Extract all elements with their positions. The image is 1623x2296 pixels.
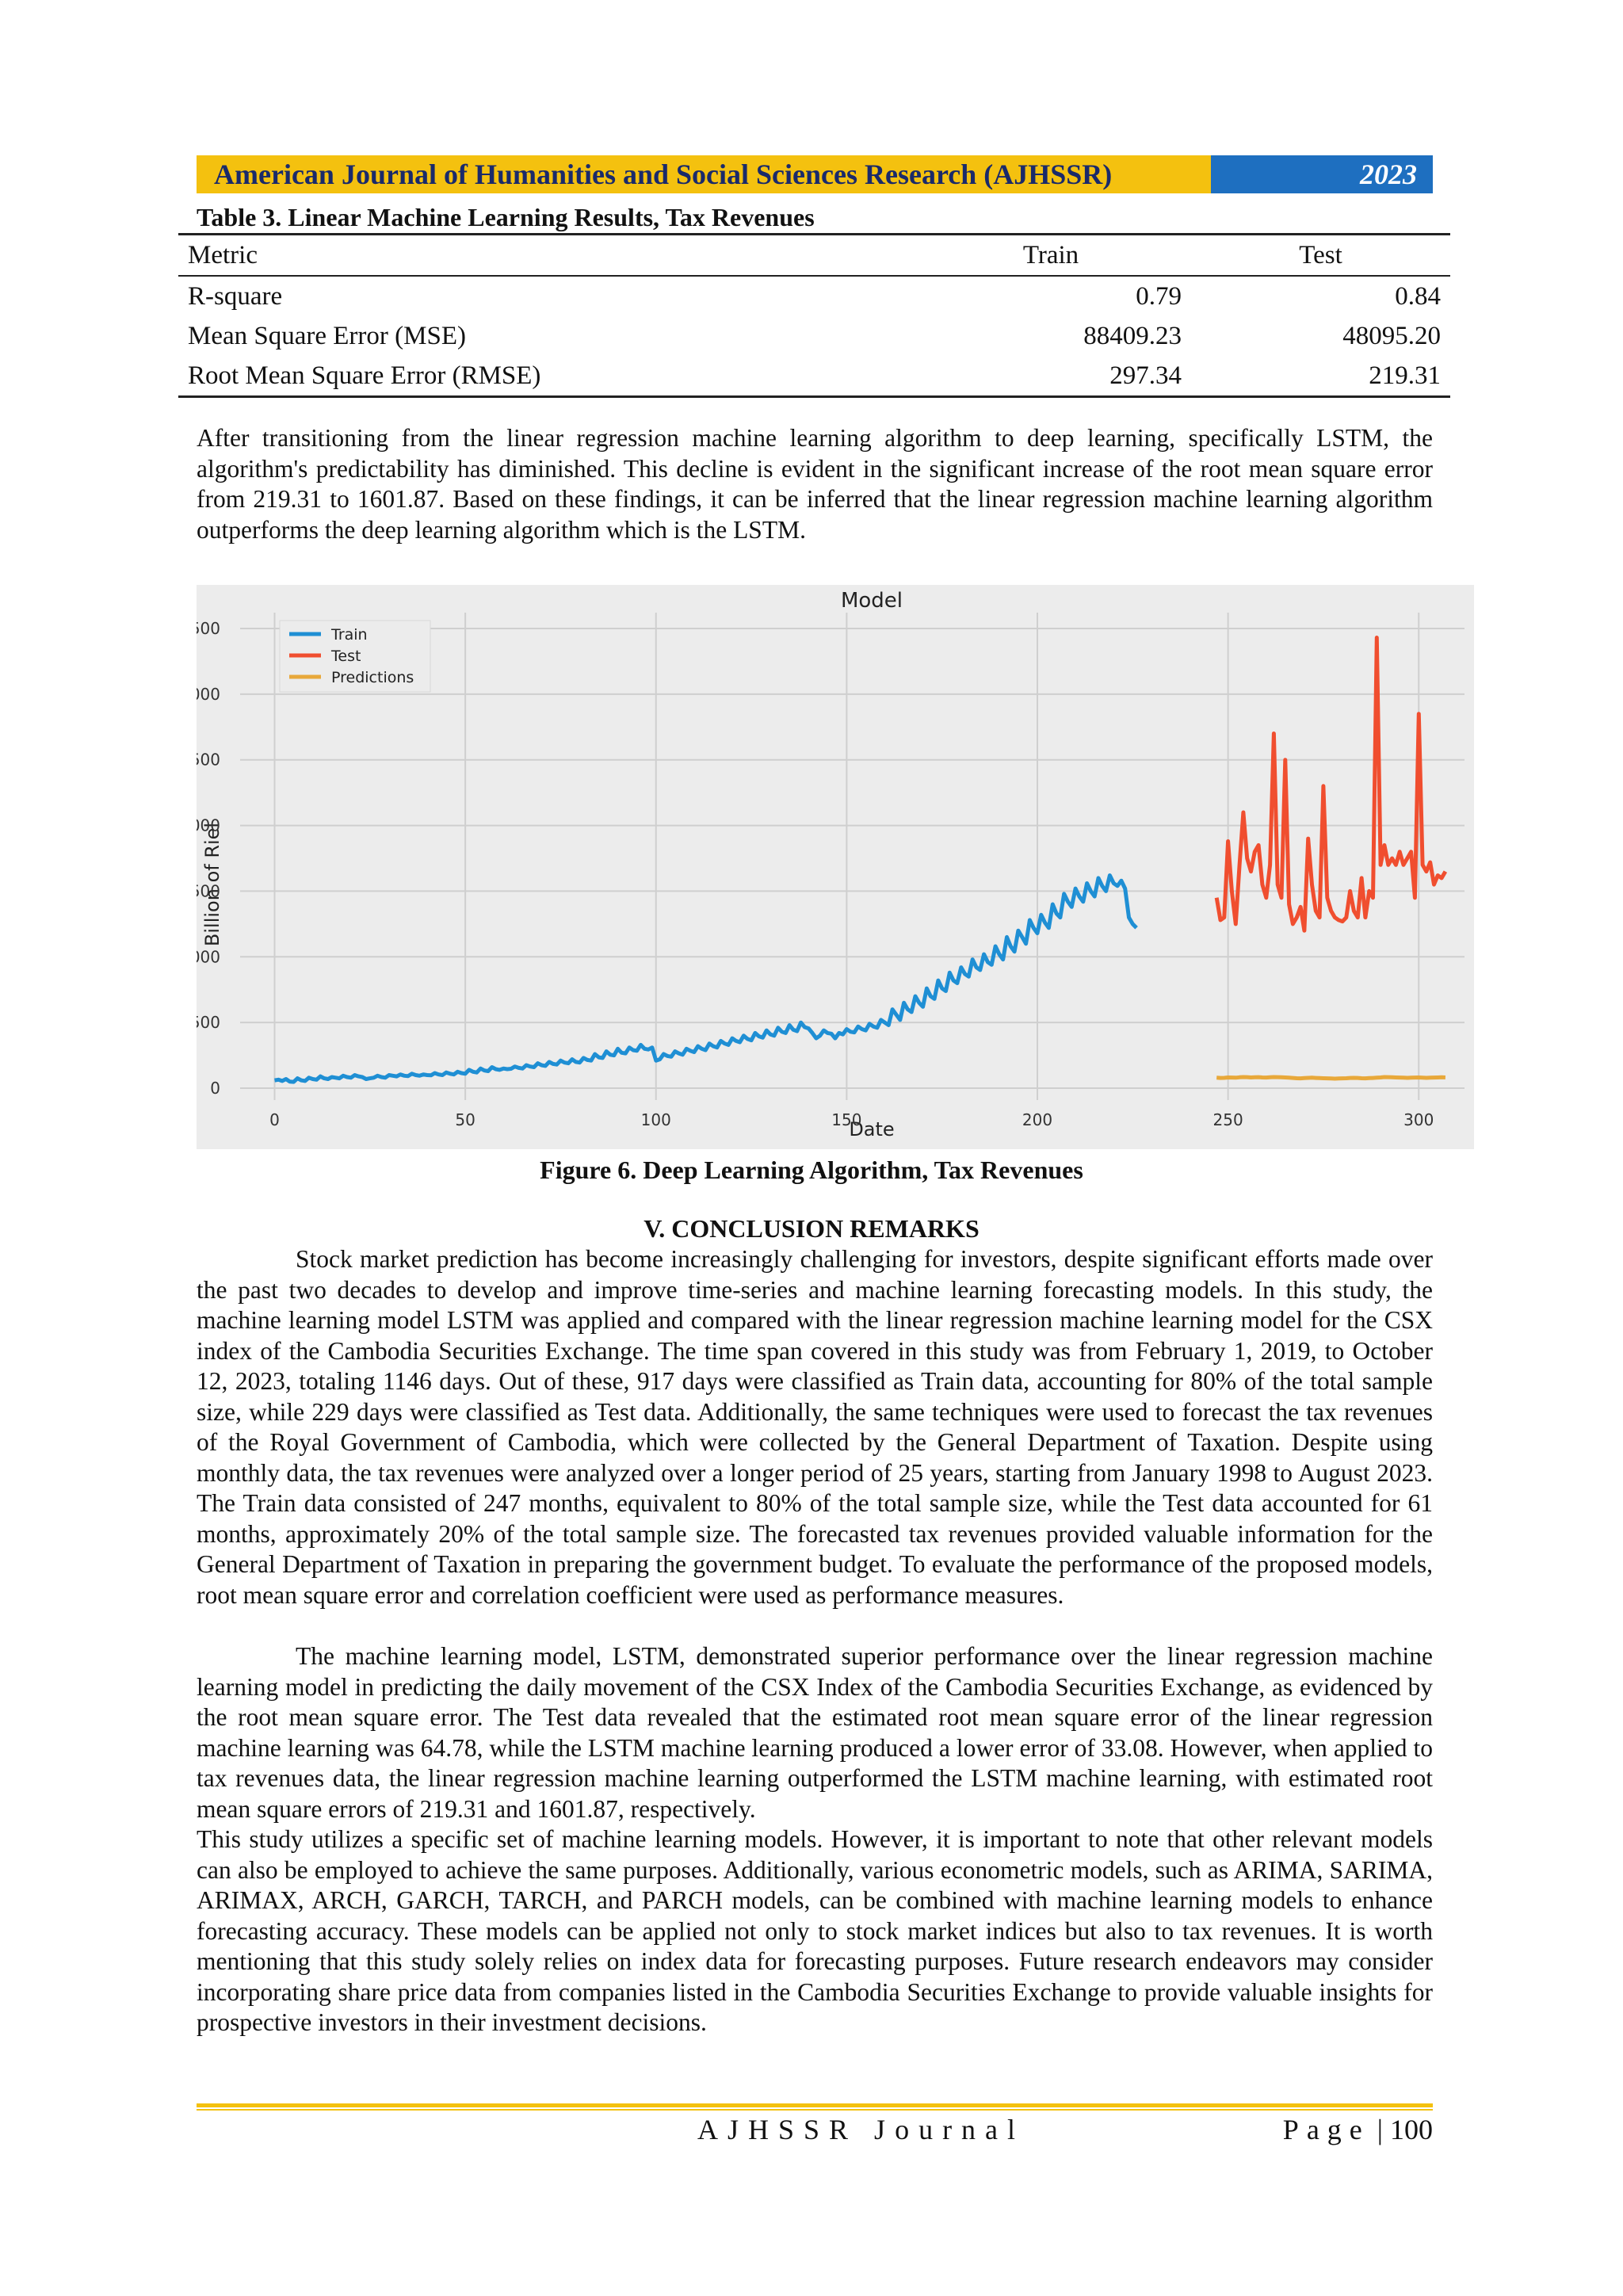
model-chart bbox=[197, 585, 1474, 1149]
table-cell-train: 88409.23 bbox=[1083, 321, 1182, 350]
results-table bbox=[178, 233, 1450, 398]
table-caption: Table 3. Linear Machine Learning Results, Tax Revenues bbox=[197, 203, 815, 231]
x-tick-label: 200 bbox=[1022, 1110, 1053, 1129]
y-tick-label: 00 bbox=[200, 1013, 220, 1033]
table-cell-test: 219.31 bbox=[1369, 361, 1441, 390]
table-row bbox=[178, 356, 1450, 397]
figure-caption: Figure 6. Deep Learning Algorithm, Tax Revenues bbox=[540, 1156, 1083, 1184]
x-tick-label: 300 bbox=[1403, 1110, 1434, 1129]
chart-title: Model bbox=[840, 589, 903, 613]
series-line-predictions bbox=[1216, 1077, 1445, 1079]
table-cell-train: 0.79 bbox=[1136, 281, 1182, 311]
y-tick-label: 00 bbox=[200, 750, 220, 770]
footer-rule-thin bbox=[197, 2109, 1433, 2111]
chart-canvas bbox=[197, 585, 1474, 1149]
table-cell-metric: R-square bbox=[188, 281, 283, 311]
table-header-row bbox=[178, 235, 1450, 277]
legend-label: Train bbox=[331, 626, 368, 644]
footer-page-number: | 100 bbox=[1377, 2114, 1433, 2145]
column-header-train: Train bbox=[1022, 240, 1079, 269]
journal-year: 2023 bbox=[1211, 155, 1433, 193]
paragraph-conclusion-1: Stock market prediction has become increasingly challenging for investors, despite significant efforts made over the past two decades to develop and improve time-series and machine learning forecasting models. In this study, the machine learning model LSTM was applied and compared with the linear regression machine learning model for the CSX index of the Cambodia Securities Exchange. The time span covered in this study was from February 1, 2019, to October 12, 2023, totaling 1146 days. Out of these, 917 days were classified as Train data, accounting for 80% of the total sample size, while 229 days were classified as Test data. Additionally, the same techniques were used to forecast the tax revenues of the Royal Government of Cambodia, which were collected by the General Department of Taxation. Despite using monthly data, the tax revenues were analyzed over a longer period of 25 years, starting from January 1998 to August 2023. The Train data consisted of 247 months, equivalent to 80% of the total sample size, while the Test data accounted for 61 months, approximately 20% of the total sample size. The forecasted tax revenues provided valuable information for the General Department of Taxation in preparing the government budget. To evaluate the performance of the proposed models, root mean square error and correlation coefficient were used as performance measures. bbox=[197, 1245, 1433, 1609]
table-row bbox=[178, 316, 1450, 356]
table-row bbox=[178, 276, 1450, 316]
x-tick-label: 50 bbox=[455, 1110, 475, 1129]
x-tick-label: 150 bbox=[831, 1110, 862, 1129]
footer-page-label: Page bbox=[1282, 2114, 1370, 2145]
chart-x-axis-label: Date bbox=[849, 1118, 895, 1140]
legend-label: Test bbox=[331, 648, 361, 665]
y-tick-label: 00 bbox=[200, 816, 220, 835]
table-cell-metric: Root Mean Square Error (RMSE) bbox=[188, 361, 541, 390]
table-cell-test: 0.84 bbox=[1395, 281, 1441, 311]
y-tick-label: 0 bbox=[210, 1079, 220, 1098]
paragraph-conclusion-3: This study utilizes a specific set of machine learning models. However, it is important to note that other relevant models can also be employed to achieve the same purposes. Additionally, various econometric models, such as ARIMA, SARIMA, ARIMAX, ARCH, GARCH, TARCH, and PARCH models, can be combined with machine learning models to enhance forecasting accuracy. These models can be applied not only to stock market indices but also to tax revenues. It is worth mentioning that this study solely relies on index data for forecasting purposes. Future research endeavors may consider incorporating share price data from companies listed in the Cambodia Securities Exchange to provide valuable insights for prospective investors in their investment decisions. bbox=[197, 1825, 1433, 2036]
journal-header bbox=[197, 155, 1433, 193]
chart-legend bbox=[280, 621, 430, 692]
x-tick-label: 100 bbox=[640, 1110, 671, 1129]
y-tick-label: 00 bbox=[200, 947, 220, 967]
table-cell-train: 297.34 bbox=[1109, 361, 1182, 390]
table-cell-test: 48095.20 bbox=[1342, 321, 1441, 350]
footer-journal-name: AJHSSR Journal bbox=[697, 2114, 1025, 2145]
legend-label: Predictions bbox=[331, 669, 414, 686]
y-tick-label: 00 bbox=[200, 684, 220, 704]
column-header-test: Test bbox=[1299, 240, 1342, 269]
column-header-metric: Metric bbox=[188, 240, 258, 269]
paragraph-intro: After transitioning from the linear regression machine learning algorithm to deep learning, specifically LSTM, the algorithm's predictability has diminished. This decline is evident in the significant increase of the root mean square error from 219.31 to 1601.87. Based on these findings, it can be inferred that the linear regression machine learning algorithm outperforms the deep learning algorithm which is the LSTM. bbox=[197, 424, 1433, 544]
journal-title: American Journal of Humanities and Social Sciences Research (AJHSSR) bbox=[197, 155, 1211, 193]
footer-page bbox=[1283, 2113, 1433, 2146]
footer-rule bbox=[197, 2103, 1433, 2107]
y-tick-label: 00 bbox=[200, 618, 220, 638]
y-tick-label: 00 bbox=[200, 881, 220, 901]
x-tick-label: 0 bbox=[269, 1110, 280, 1129]
chart-y-axis-label: Billion of Riel bbox=[201, 822, 223, 947]
x-tick-label: 250 bbox=[1212, 1110, 1243, 1129]
table-cell-metric: Mean Square Error (MSE) bbox=[188, 321, 466, 350]
paragraph-conclusion-2: The machine learning model, LSTM, demonstrated superior performance over the linear regression machine learning model in predicting the daily movement of the CSX Index of the Cambodia Securities Exchange, as evidenced by the root mean square error. The Test data revealed that the estimated root mean square error of the linear regression machine learning was 64.78, while the LSTM machine learning produced a lower error of 33.08. However, when applied to tax revenues data, the linear regression machine learning outperformed the LSTM machine learning, with estimated root mean square errors of 219.31 and 1601.87, respectively. bbox=[197, 1642, 1433, 1823]
section-title: V. CONCLUSION REMARKS bbox=[643, 1214, 980, 1243]
